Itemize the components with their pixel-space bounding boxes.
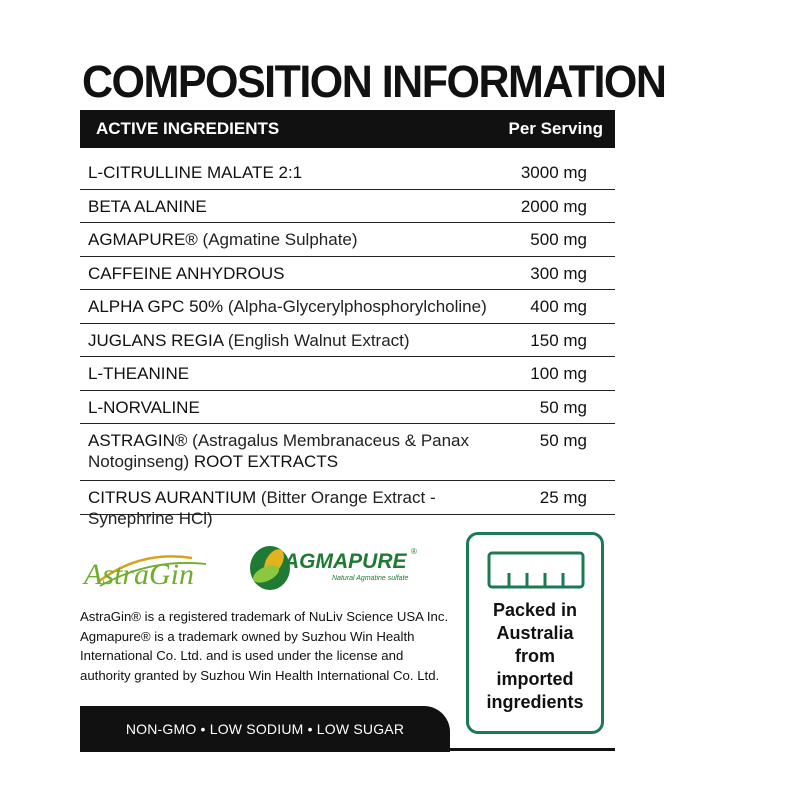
agmapure-tagline: Natural Agmatine sulfate xyxy=(332,575,409,582)
ingredient-detail: (Astragalus Membranaceus & Panax Notoginseng) xyxy=(88,431,470,471)
table-row xyxy=(80,156,615,190)
table-row xyxy=(80,424,615,481)
table-row xyxy=(80,481,615,528)
ingredient-amount: 300 mg xyxy=(530,263,587,283)
ingredient-amount: 150 mg xyxy=(530,330,587,350)
ingredient-name: CITRUS AURANTIUM xyxy=(88,488,257,507)
australia-packed-badge: Packed in Australia from imported ingredients xyxy=(466,532,604,734)
ingredient-name: CAFFEINE ANHYDROUS xyxy=(88,263,285,283)
agmapure-logo-text: AGMAPURE xyxy=(284,550,407,573)
ingredient-amount: 2000 mg xyxy=(520,196,587,216)
table-row xyxy=(80,391,615,425)
ingredient-name: L-CITRULLINE MALATE 2:1 xyxy=(88,163,303,182)
ingredient-detail: (Agmatine Sulphate) xyxy=(197,230,358,249)
ingredient-name: ALPHA GPC 50% xyxy=(88,297,224,316)
ingredients-table xyxy=(80,156,615,528)
table-row xyxy=(80,324,615,358)
divider xyxy=(450,748,615,751)
table-row xyxy=(80,290,615,324)
table-row xyxy=(80,190,615,224)
astragin-logo-text: AstraGin xyxy=(84,558,195,591)
ingredient-name: ASTRAGIN® xyxy=(88,431,188,450)
ingredient-amount: 100 mg xyxy=(530,364,587,383)
ingredient-name: L-NORVALINE xyxy=(88,397,200,417)
ingredient-detail: (Alpha-Glycerylphosphorylcholine) xyxy=(223,297,487,316)
ingredient-amount: 50 mg xyxy=(539,431,587,450)
table-row xyxy=(80,257,615,291)
ingredient-amount: 400 mg xyxy=(530,297,587,316)
agmapure-logo xyxy=(244,536,424,596)
ingredient-detail: (English Walnut Extract) xyxy=(223,330,410,350)
page-title: COMPOSITION INFORMATION xyxy=(82,56,666,108)
ingredient-amount: 3000 mg xyxy=(520,163,587,182)
ingredient-name: JUGLANS REGIA xyxy=(88,330,224,350)
table-header xyxy=(80,110,615,148)
claims-bar: NON-GMO • LOW SODIUM • LOW SUGAR xyxy=(80,706,450,752)
ingredient-name: L-THEANINE xyxy=(88,364,190,383)
ingredient-name: AGMAPURE® xyxy=(88,230,198,249)
ingredient-name: BETA ALANINE xyxy=(88,196,207,216)
header-active-ingredients: ACTIVE INGREDIENTS xyxy=(96,119,280,138)
astragin-logo xyxy=(80,544,220,592)
trademark-notice: AstraGin® is a registered trademark of NuLiv Science USA Inc. Agmapure® is a trademark owned by Suzhou Win Health International Co. Ltd. and is used under the license and authority granted by Suzhou Win Health International Co. Ltd. xyxy=(80,609,449,683)
table-row xyxy=(80,357,615,391)
ingredient-amount: 50 mg xyxy=(539,397,587,417)
ingredient-amount: 500 mg xyxy=(530,230,587,249)
ingredient-name-suffix: ROOT EXTRACTS xyxy=(189,452,339,471)
header-per-serving: Per Serving xyxy=(508,119,603,138)
ingredient-amount: 25 mg xyxy=(539,488,587,507)
table-row xyxy=(80,223,615,257)
ingredient-detail: (Bitter Orange Extract - Synephrine HCl) xyxy=(88,488,436,528)
measuring-bar-icon xyxy=(487,551,585,589)
svg-text:®: ® xyxy=(411,547,417,556)
